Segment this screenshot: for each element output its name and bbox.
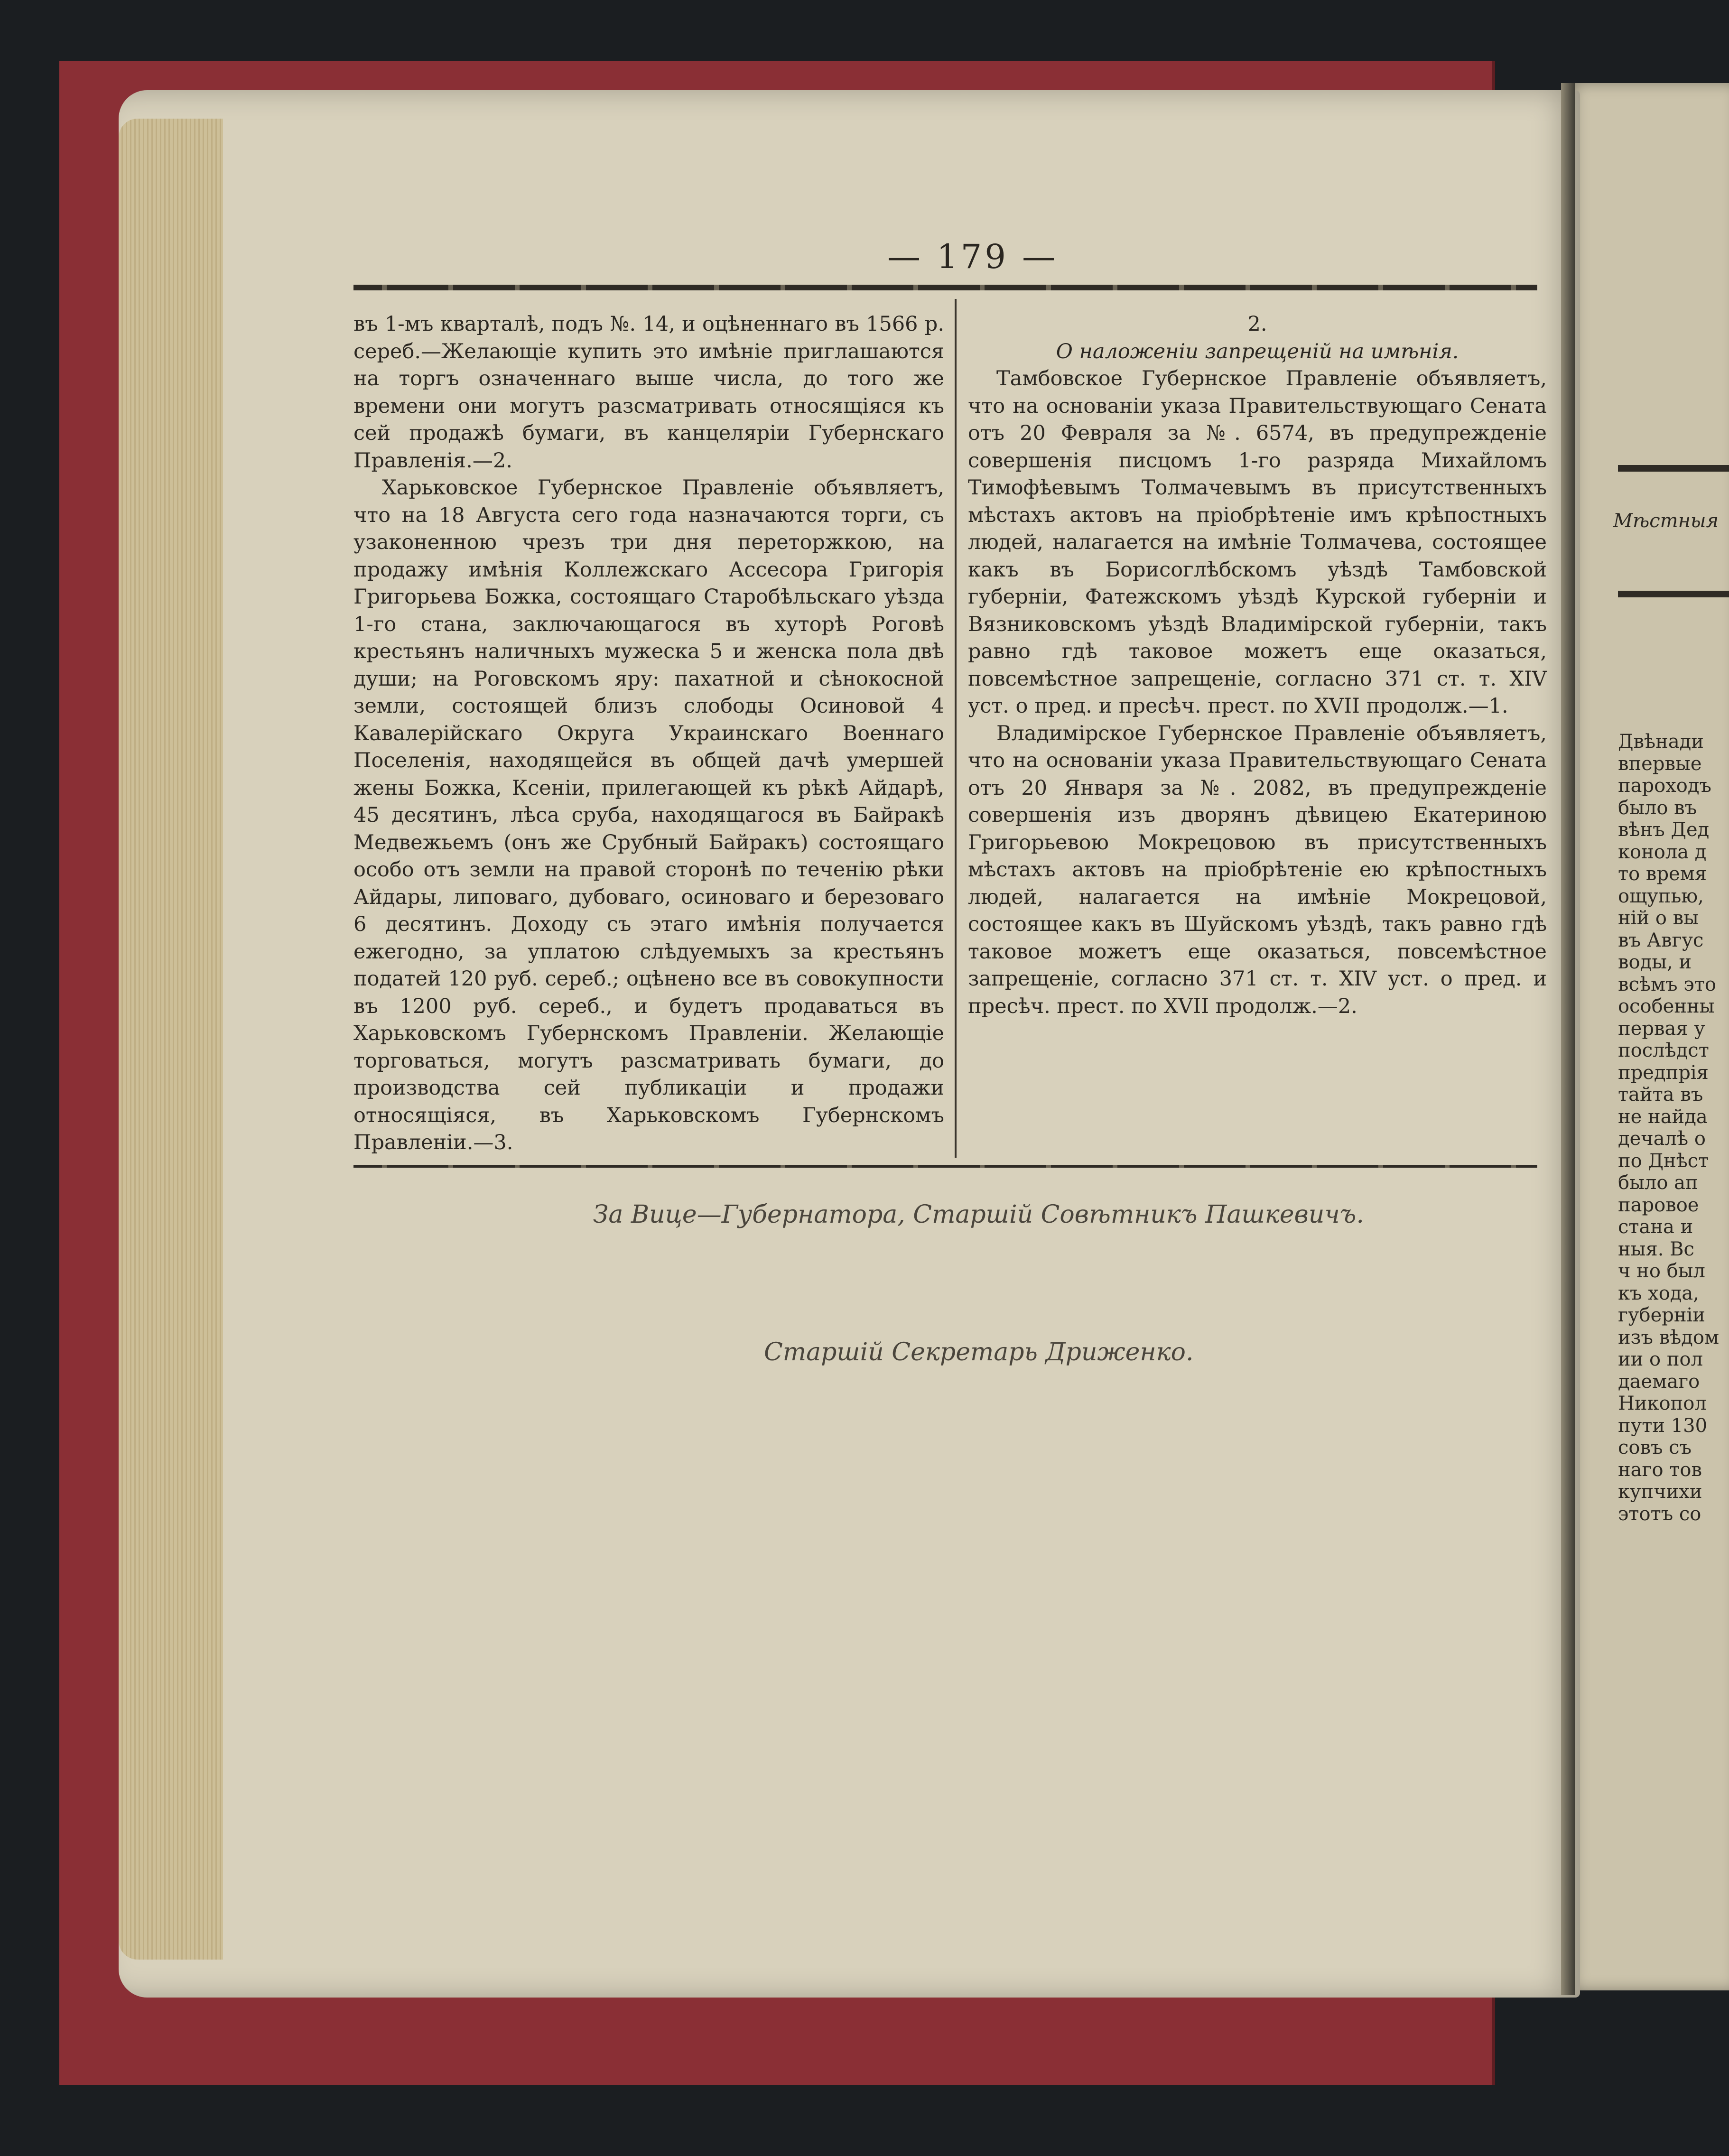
adjacent-line: тайта въ [1618,1084,1703,1106]
column-divider [955,299,957,1158]
adjacent-line: дечалѣ о [1618,1128,1706,1150]
right-paragraph: Владимірское Губернское Правленіе объявляетъ, что на основаніи указа Правительствующаго Сената отъ 20 Января за №. 2082, въ предупрежденіе совершенія изъ дворянъ дѣвицею Екатериною Григорьевою Мокрецовою въ присутственныхъ мѣстахъ актовъ на пріобрѣтеніе ею крѣпостныхъ людей, налагается на имѣніе Мокрецовой, состоящее какъ въ Шуйскомъ уѣздѣ, такъ равно гдѣ таковое можетъ еще оказаться, повсемѣстное запрещеніе, согласно 371 ст. т. XIV уст. о пред. и пресѣч. прест. по XVII продолж.—2. [968,721,1547,1018]
section-title: О наложеніи запрещеній на имѣнія. [1056,339,1459,363]
adjacent-line: предпрія [1618,1061,1709,1084]
adjacent-line: даемаго [1618,1370,1700,1393]
left-paragraph: въ 1-мъ кварталѣ, подъ №. 14, и оцѣненнаго въ 1566 р. сереб.—Желающіе купить это имѣніе приглашаются на торгъ означеннаго выше числа, до того же времени они могутъ разсматривать относящіяся къ сей продажѣ бумаги, въ канцеляріи Губернскаго Правленія.—2. [353,312,944,473]
adjacent-line: ощупью, [1618,885,1704,907]
left-column [353,311,944,1157]
adjacent-line: вѣнъ Дед [1618,819,1710,841]
adjacent-line: было въ [1618,797,1697,819]
adjacent-line: Никопол [1618,1393,1707,1414]
adjacent-line: губерніи [1618,1304,1705,1326]
adjacent-line: ній о вы [1618,907,1699,929]
adjacent-line: конола д [1618,841,1707,863]
adjacent-line: къ хода, [1618,1282,1699,1304]
adjacent-line: ч но был [1618,1260,1705,1282]
adjacent-line: совъ съ [1618,1437,1692,1459]
adjacent-line: всѣмъ это [1618,973,1716,995]
adjacent-line: воды, и [1618,951,1692,973]
left-paragraph: Харьковское Губернское Правленіе объявляетъ, что на 18 Августа сего года назначаются торги, съ узаконенною чрезъ три дня переторжкою, на продажу имѣнія Коллежскаго Ассесора Григорія Григорьева Божка, состоящаго Старобѣльскаго уѣзда 1-го стана, заключающагося въ хуторѣ Роговѣ крестьянъ наличныхъ мужеска 5 и женска пола двѣ души; на Роговскомъ яру: пахатной и сѣнокосной земли, состоящей близъ слободы Осиновой 4 Кавалерійскаго Округа Украинскаго Военнаго Поселенія, находящейся въ общей дачѣ умершей жены Божка, Ксеніи, прилегающей къ рѣкѣ Айдарѣ, 45 десятинъ, лѣса сруба, находящагося въ Байракѣ Медвежьемъ (онъ же Срубный Байракъ) состоящаго особо отъ земли на правой сторонѣ по теченію рѣки Айдары, липоваго, дубоваго, осиноваго и березоваго 6 десятинъ. Доходу съ этаго имѣнія получается ежегодно, за уплатою слѣдуемыхъ за крестьянъ податей 120 руб. сереб.; оцѣнено все въ совокупности въ 1200 руб. сереб., и будетъ продаваться въ Харьковскомъ Губернскомъ Правленіи. Желающіе торговаться, могутъ разсматривать бумаги, до производства сей публикаціи и продажи относящіяся, въ Харьковскомъ Губернскомъ Правленіи.—3. [353,476,944,1154]
adjacent-line: ии о пол [1618,1348,1703,1370]
page-number: — 179 — [887,237,1059,276]
adjacent-line: пароходъ [1618,775,1711,797]
right-column [968,311,1547,1020]
adjacent-heading: Мѣстныя [1613,510,1719,532]
adjacent-line: изъ вѣдом [1618,1326,1720,1348]
adjacent-line: наго тов [1618,1459,1702,1481]
adjacent-line: по Днѣст [1618,1150,1709,1172]
section-number: 2. [1247,312,1267,336]
adjacent-line: первая у [1618,1017,1705,1040]
adjacent-rule [1618,591,1729,597]
book-gutter [1561,83,1575,1995]
adjacent-line: стана и [1618,1216,1693,1238]
adjacent-rule [1618,465,1729,472]
adjacent-line: было ап [1618,1172,1698,1194]
adjacent-line: ныя. Вс [1618,1238,1694,1260]
adjacent-line: послѣдст [1618,1040,1709,1061]
header-rule [353,285,1537,290]
adjacent-line: этотъ со [1618,1503,1701,1525]
adjacent-line: въ Авгус [1618,929,1704,951]
adjacent-line: паровое [1618,1194,1699,1216]
adjacent-line: особенны [1618,995,1715,1017]
page-edges [119,119,223,1960]
secretary-signature: Старшій Секретарь Дриженко. [764,1338,1194,1366]
adjacent-line: пути 130 [1618,1414,1708,1437]
footer-rule [353,1165,1537,1168]
adjacent-line: впервые [1618,753,1702,775]
right-paragraph: Тамбовское Губернское Правленіе объявляетъ, что на основаніи указа Правительствующаго Сената отъ 20 Февраля за №. 6574, въ предупрежденіе совершенія писцомъ 1-го разряда Михайломъ Тимофѣевымъ Толмачевымъ въ присутственныхъ мѣстахъ актовъ на пріобрѣтеніе имъ крѣпостныхъ людей, налагается на имѣніе Толмачева, состоящее какъ въ Борисоглѣбскомъ уѣздѣ Тамбовской губерніи, Фатежскомъ уѣздѣ Курской губерніи и Вязниковскомъ уѣздѣ Владимірской губерніи, такъ равно гдѣ таковое можетъ еще оказаться, повсемѣстное запрещеніе, согласно 371 ст. т. XIV уст. о пред. и пресѣч. прест. по XVII продолж.—1. [968,367,1547,718]
vice-governor-signature: За Вице—Губернатора, Старшій Совѣтникъ Пашкевичъ. [593,1200,1364,1229]
adjacent-line: купчихи [1618,1481,1702,1503]
adjacent-column [1618,731,1729,1525]
adjacent-line: Двѣнади [1618,731,1704,753]
adjacent-line: не найда [1618,1106,1708,1128]
adjacent-line: то время [1618,863,1707,885]
